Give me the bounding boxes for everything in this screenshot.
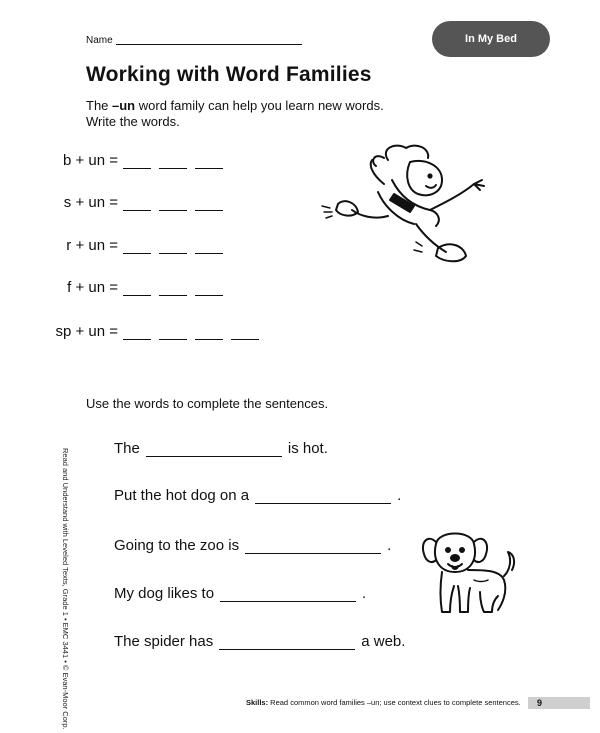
- sentence-start: My dog likes to: [114, 585, 215, 602]
- equation-row: [38, 193, 231, 211]
- sentence-row: [114, 536, 391, 554]
- sentence-start: The spider has: [114, 633, 214, 650]
- equation-row: [38, 236, 231, 254]
- intro-line2: Write the words.: [86, 114, 180, 129]
- answer-blank[interactable]: [195, 156, 223, 169]
- answer-blank[interactable]: [123, 198, 151, 211]
- answer-blank[interactable]: [146, 444, 282, 457]
- sentence-row: [114, 439, 328, 457]
- sentence-end: .: [387, 537, 392, 554]
- equation-lhs: sp + un =: [55, 323, 118, 340]
- page-number: 9: [537, 698, 543, 708]
- answer-blank[interactable]: [245, 541, 381, 554]
- answer-blank[interactable]: [195, 198, 223, 211]
- answer-blank[interactable]: [159, 156, 187, 169]
- answer-blank[interactable]: [219, 637, 355, 650]
- name-line: [116, 44, 302, 45]
- sentence-row: [114, 486, 401, 504]
- answer-blank[interactable]: [255, 491, 391, 504]
- answer-blank[interactable]: [159, 241, 187, 254]
- sentence-end: is hot.: [287, 440, 328, 457]
- intro-part1: The: [86, 98, 113, 113]
- skills-label: Skills:: [246, 698, 269, 707]
- sentence-row: [114, 632, 405, 650]
- equation-lhs: f + un =: [67, 279, 118, 296]
- sentence-end: a web.: [361, 633, 406, 650]
- skills-text: Read common word families –un; use context clues to complete sentences.: [268, 698, 521, 707]
- answer-blank[interactable]: [159, 283, 187, 296]
- word-family: –un: [112, 98, 136, 113]
- equation-lhs: r + un =: [66, 237, 118, 254]
- equation-row: [38, 151, 231, 169]
- answer-blank[interactable]: [159, 198, 187, 211]
- intro-text: [86, 98, 384, 130]
- equation-lhs: b + un =: [62, 152, 118, 169]
- sentence-start: The: [114, 440, 140, 457]
- answer-blank[interactable]: [123, 156, 151, 169]
- equation-row: [38, 278, 231, 296]
- equation-lhs: s + un =: [63, 194, 118, 211]
- sentence-start: Going to the zoo is: [114, 537, 240, 554]
- sentence-instruction: Use the words to complete the sentences.: [86, 396, 329, 411]
- answer-blank[interactable]: [220, 589, 356, 602]
- story-badge: In My Bed: [432, 21, 550, 57]
- dog-illustration: [418, 520, 518, 620]
- name-label: Name: [86, 35, 113, 46]
- sentence-row: [114, 584, 366, 602]
- page-title: Working with Word Families: [86, 63, 372, 86]
- answer-blank[interactable]: [195, 241, 223, 254]
- intro-part2: word family can help you learn new words.: [135, 98, 384, 113]
- answer-blank[interactable]: [195, 283, 223, 296]
- skills-footer: [246, 698, 521, 707]
- equation-row: [38, 322, 267, 340]
- answer-blank[interactable]: [123, 283, 151, 296]
- sentence-end: .: [397, 487, 402, 504]
- sentence-start: Put the hot dog on a: [114, 487, 250, 504]
- answer-blank[interactable]: [123, 327, 151, 340]
- answer-blank[interactable]: [159, 327, 187, 340]
- side-credit: Read and Understand with Leveled Texts, Grade 1 • EMC 3441 • © Evan-Moor Corp.: [61, 448, 70, 730]
- answer-blank[interactable]: [123, 241, 151, 254]
- answer-blank[interactable]: [231, 327, 259, 340]
- answer-blank[interactable]: [195, 327, 223, 340]
- sentence-end: .: [362, 585, 367, 602]
- running-child-illustration: [318, 140, 498, 270]
